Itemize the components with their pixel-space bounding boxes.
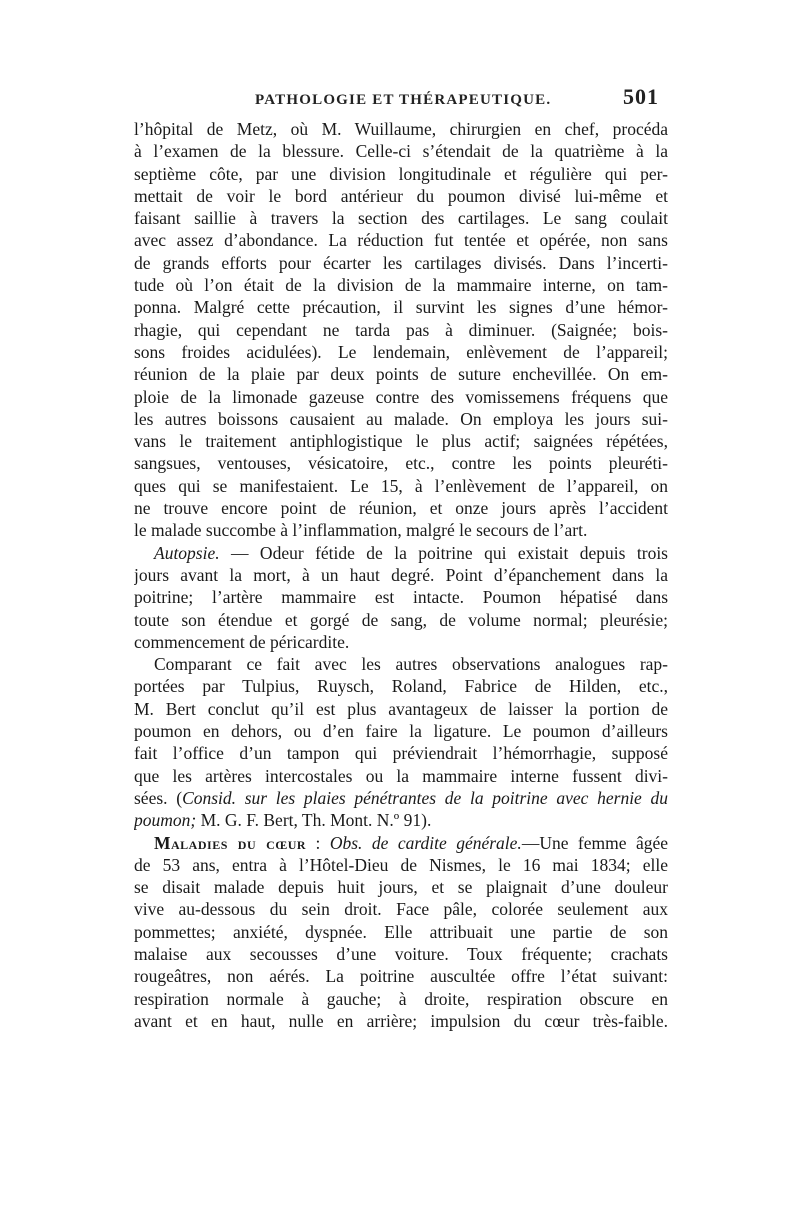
text-segment: avant et en haut, nulle en arrière; impulsion du cœur très-faible. (134, 1010, 668, 1031)
text-segment: rougeâtres, non aérés. La poitrine auscultée offre l’état suivant: (134, 966, 668, 987)
text-line (134, 1010, 668, 1032)
text-segment: Comparant ce fait avec les autres observations analogues rap- (154, 654, 668, 675)
text-segment: ne trouve encore point de réunion, et onze jours après l’accident (134, 498, 668, 519)
text-segment: se disait malade depuis huit jours, et se plaignait d’une douleur (134, 877, 668, 898)
text-line (134, 341, 668, 363)
text-segment: commencement de péricardite. (134, 631, 350, 652)
text-segment: jours avant la mort, à un haut degré. Point d’épanchement dans la (134, 564, 668, 585)
text-line (134, 408, 668, 430)
text-line (134, 832, 668, 854)
text-line (134, 185, 668, 207)
text-segment: de grands efforts pour écarter les cartilages divisés. Dans l’incerti- (134, 252, 668, 273)
text-line (134, 698, 668, 720)
text-line (134, 319, 668, 341)
text-line (134, 296, 668, 318)
text-line (134, 363, 668, 385)
text-segment: faisant saillie à travers la section des cartilages. Le sang coulait (134, 208, 668, 229)
text-segment: poumon; (134, 810, 197, 831)
text-line (134, 921, 668, 943)
text-segment: ques qui se manifestaient. Le 15, à l’enlèvement de l’appareil, on (134, 475, 668, 496)
text-segment: pommettes; anxiété, dyspnée. Elle attribuait une partie de son (134, 921, 668, 942)
text-segment: M. Bert conclut qu’il est plus avantageux de laisser la portion de (134, 698, 668, 719)
text-line (134, 742, 668, 764)
text-segment: le malade succombe à l’inflammation, malgré le secours de l’art. (134, 520, 588, 541)
text-line (134, 207, 668, 229)
text-segment: toute son étendue et gorgé de sang, de volume normal; pleurésie; (134, 609, 668, 630)
text-line (134, 564, 668, 586)
text-line (134, 163, 668, 185)
text-line (134, 631, 668, 653)
text-line (134, 787, 668, 809)
text-segment: tude où l’on était de la division de la mammaire interne, on tam- (134, 275, 668, 296)
text-line (134, 497, 668, 519)
text-segment: les autres boissons causaient au malade. On employa les jours sui- (134, 408, 668, 429)
text-line (134, 229, 668, 251)
text-segment: ponna. Malgré cette précaution, il survint les signes d’une hémor- (134, 297, 668, 318)
text-segment: mettait de voir le bord antérieur du poumon divisé lui-même et (134, 185, 668, 206)
text-line (134, 898, 668, 920)
text-line (134, 943, 668, 965)
text-line (134, 609, 668, 631)
running-title: PATHOLOGIE ET THÉRAPEUTIQUE. (255, 92, 552, 108)
text-line (134, 452, 668, 474)
text-line (134, 519, 668, 541)
text-segment: rhagie, qui cependant ne tarda pas à diminuer. (Saignée; bois- (134, 319, 668, 340)
text-segment: sons froides acidulées). Le lendemain, enlèvement de l’appareil; (134, 341, 668, 362)
text-segment: sées. ( (134, 787, 183, 808)
text-segment: septième côte, par une division longitudinale et régulière qui per- (134, 163, 668, 184)
text-segment: vive au-dessous du sein droit. Face pâle, colorée seulement aux (134, 899, 668, 920)
text-segment: avec assez d’abondance. La réduction fut tentée et opérée, non sans (134, 230, 668, 251)
body-text (134, 118, 668, 1032)
text-line (134, 765, 668, 787)
text-segment: Consid. sur les plaies pénétrantes de la poitrine avec hernie du (182, 787, 668, 808)
text-segment: à l’examen de la blessure. Celle-ci s’étendait de la quatrième à la (134, 141, 668, 162)
text-segment: Obs. de cardite générale. (329, 832, 522, 853)
text-line (134, 876, 668, 898)
text-segment: sangsues, ventouses, vésicatoire, etc., contre les points pleuréti- (134, 453, 668, 474)
text-line (134, 854, 668, 876)
text-line (134, 118, 668, 140)
text-line (134, 720, 668, 742)
page-number: 501 (623, 84, 659, 109)
text-segment: — Odeur fétide de la poitrine qui existait depuis trois (219, 542, 668, 563)
text-segment: fait l’office d’un tampon qui préviendrait l’hémorrhagie, supposé (134, 743, 668, 764)
text-segment: poumon en dehors, ou d’en faire la ligature. Le poumon d’ailleurs (134, 721, 668, 742)
text-line (134, 653, 668, 675)
text-line (134, 475, 668, 497)
text-line (134, 965, 668, 987)
text-line (134, 809, 668, 831)
text-line (134, 430, 668, 452)
text-segment: de 53 ans, entra à l’Hôtel-Dieu de Nismes, le 16 mai 1834; elle (134, 854, 668, 875)
text-line (134, 586, 668, 608)
text-line (134, 988, 668, 1010)
text-segment: que les artères intercostales ou la mammaire interne fussent divi- (134, 765, 668, 786)
text-segment: vans le traitement antiphlogistique le plus actif; saignées répétées, (134, 431, 668, 452)
text-line (134, 386, 668, 408)
text-segment: malaise aux secousses d’une voiture. Toux fréquente; crachats (134, 943, 668, 964)
text-line (134, 675, 668, 697)
text-segment: réunion de la plaie par deux points de suture enchevillée. On em- (134, 364, 668, 385)
text-line (134, 542, 668, 564)
text-segment: poitrine; l’artère mammaire est intacte. Poumon hépatisé dans (134, 587, 668, 608)
text-line (134, 274, 668, 296)
text-line (134, 140, 668, 162)
text-segment: M. G. F. Bert, Th. Mont. N.º 91). (196, 810, 432, 831)
text-line (134, 252, 668, 274)
text-segment: Maladies du cœur (154, 832, 307, 853)
text-segment: portées par Tulpius, Ruysch, Roland, Fabrice de Hilden, etc., (134, 676, 668, 697)
text-segment: ploie de la limonade gazeuse contre des vomissemens fréquens que (134, 386, 668, 407)
text-segment: Autopsie. (154, 542, 220, 563)
text-segment: : (306, 832, 330, 853)
text-segment: —Une femme âgée (521, 832, 668, 853)
text-segment: respiration normale à gauche; à droite, respiration obscure en (134, 988, 668, 1009)
text-segment: l’hôpital de Metz, où M. Wuillaume, chirurgien en chef, procéda (134, 119, 668, 139)
